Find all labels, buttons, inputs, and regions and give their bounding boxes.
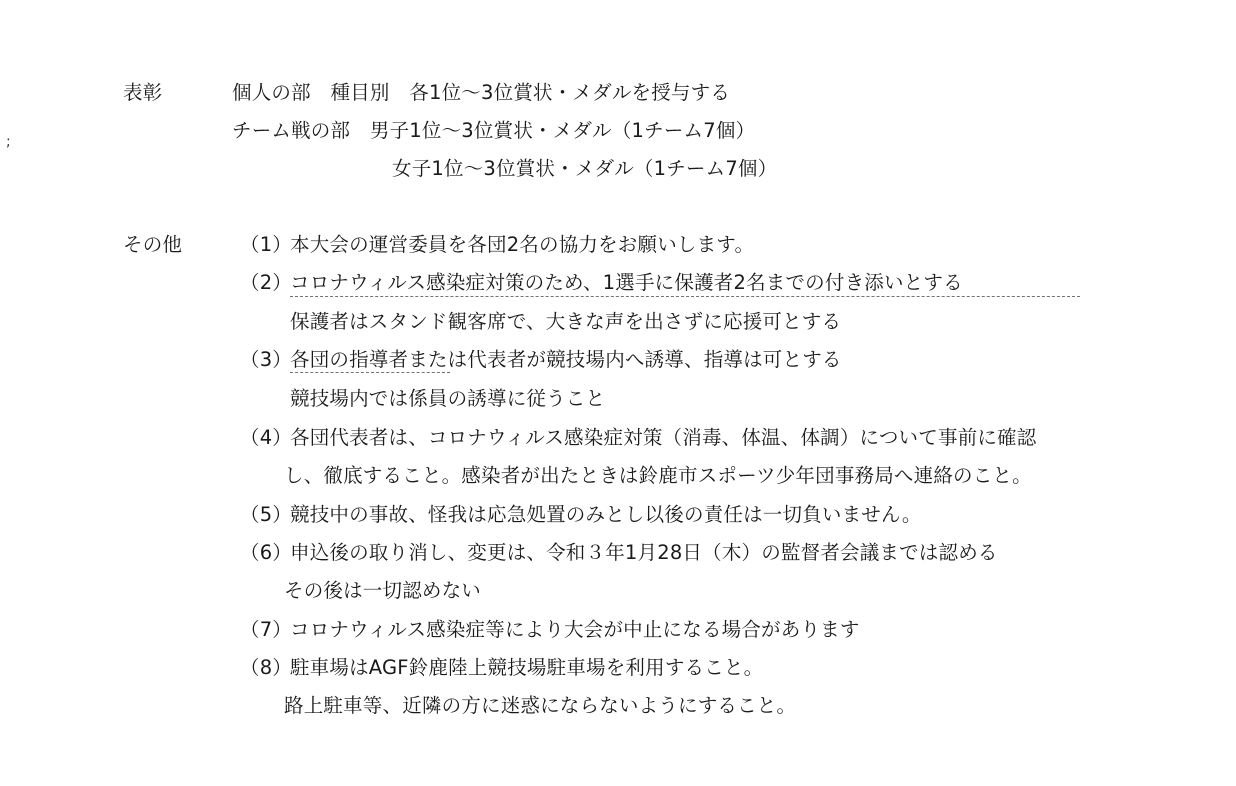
other-label: その他 [123, 233, 183, 256]
item-1-number: （1） [240, 233, 293, 256]
item-3-line-2: 競技場内では係員の誘導に従うこと [290, 387, 606, 410]
item-1-line-1: 本大会の運営委員を各団2名の協力をお願いします。 [290, 233, 755, 256]
item-5-number: （5） [240, 503, 293, 526]
item-6-line-1: 申込後の取り消し、変更は、令和３年1月28日（木）の監督者会議までは認める [290, 541, 998, 564]
item-8-line-1: 駐車場はAGF鈴鹿陸上競技場駐車場を利用すること。 [290, 656, 764, 679]
awards-team-men: チーム戦の部 男子1位～3位賞状・メダル（1チーム7個） [232, 119, 756, 142]
item-4-number: （4） [240, 426, 293, 449]
item-3-number: （3） [240, 348, 293, 371]
item-8-line-2: 路上駐車等、近隣の方に迷惑にならないようにすること。 [284, 694, 797, 717]
item-2-number: （2） [240, 271, 293, 294]
item-6-line-2: その後は一切認めない [284, 579, 482, 602]
awards-individual: 個人の部 種目別 各1位～3位賞状・メダルを授与する [232, 81, 731, 104]
awards-team-women: 女子1位～3位賞状・メダル（1チーム7個） [392, 157, 778, 180]
item-2-underline [290, 296, 1080, 297]
item-2-line-1: コロナウィルス感染症対策のため、1選手に保護者2名までの付き添いとする [290, 271, 963, 294]
stray-mark: ; [6, 134, 11, 150]
item-6-number: （6） [240, 541, 293, 564]
item-7-number: （7） [240, 618, 293, 641]
awards-label: 表彰 [123, 81, 163, 104]
item-7-line-1: コロナウィルス感染症等により大会が中止になる場合があります [290, 618, 860, 641]
item-8-number: （8） [240, 656, 293, 679]
item-4-line-1: 各団代表者は、コロナウィルス感染症対策（消毒、体温、体調）について事前に確認 [290, 426, 1037, 449]
item-4-line-2: し、徹底すること。感染者が出たときは鈴鹿市スポーツ少年団事務局へ連絡のこと。 [284, 464, 1032, 487]
item-2-line-2: 保護者はスタンド観客席で、大きな声を出さずに応援可とする [290, 310, 842, 333]
item-3-line-1: 各団の指導者または代表者が競技場内へ誘導、指導は可とする [290, 348, 842, 371]
item-5-line-1: 競技中の事故、怪我は応急処置のみとし以後の責任は一切負いません。 [290, 503, 922, 526]
item-3-underline [290, 372, 450, 373]
